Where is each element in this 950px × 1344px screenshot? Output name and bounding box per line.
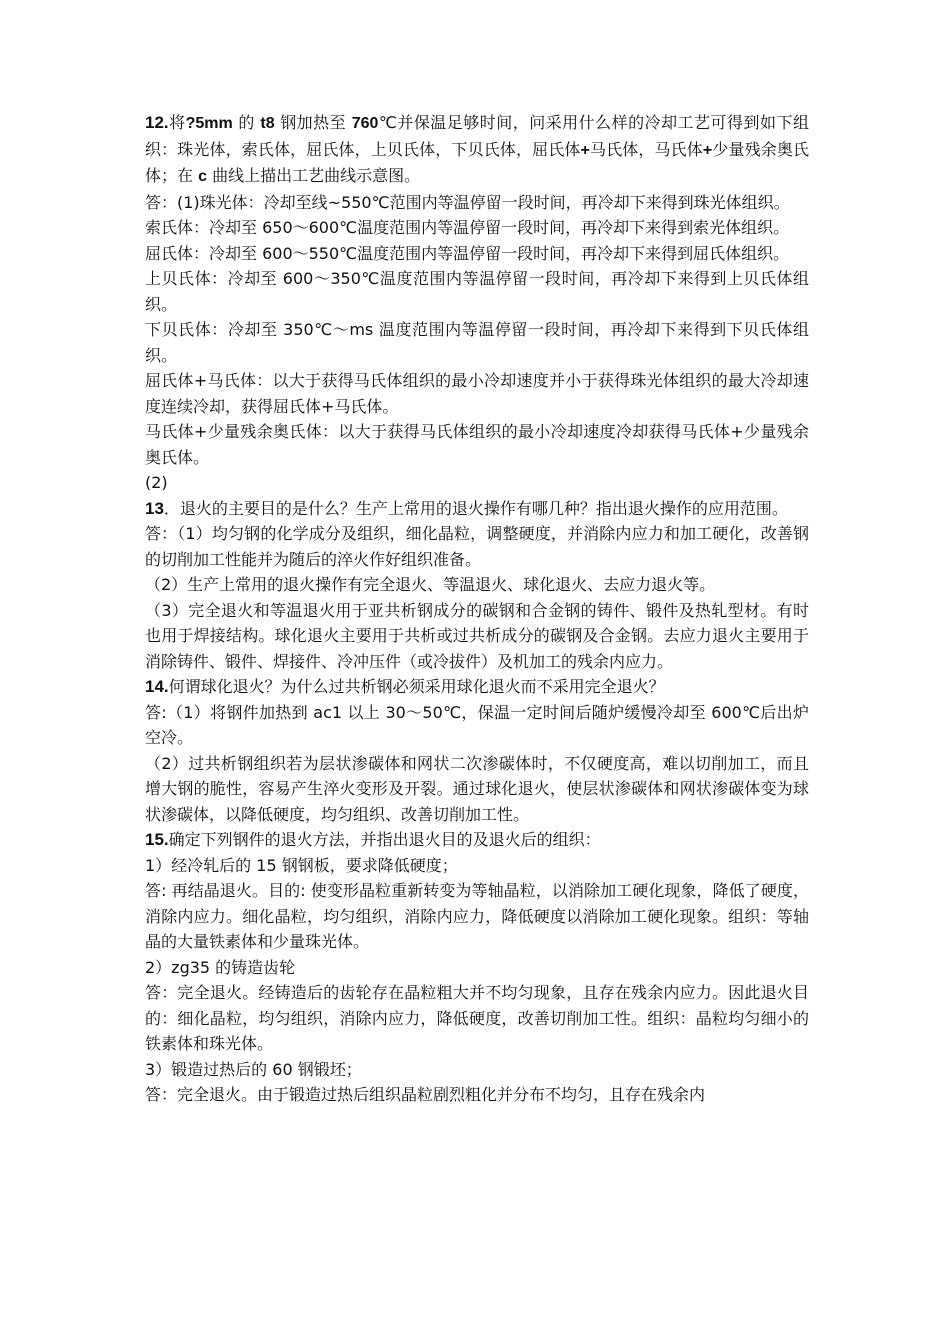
question-13 [145,496,809,522]
answer-paragraph: 上贝氏体：冷却至 600～350℃温度范围内等温停留一段时间，再冷却下来得到上贝氏体组织。 [145,269,809,314]
question-text-part: 将 [168,113,186,132]
answer-paragraph: 答：完全退火。由于锻造过热后组织晶粒剧烈粗化并分布不均匀，且存在残余内 [145,1085,706,1104]
question-text-part: 钢加热至 [280,113,347,132]
question-bold-part: t8 [260,115,275,132]
question-text-part: 的 [238,113,255,132]
answer-paragraph: 答：完全退火。经铸造后的齿轮存在晶粒粗大并不均匀现象，且存在残余内应力。因此退火目的：细化晶粒，均匀组织，消除内应力，降低硬度，改善切削加工性。组织：晶粒均匀细小的铁素体和珠光体。 [145,983,809,1053]
answer-paragraph: 答:（1）将钢件加热到 ac1 以上 30～50℃，保温一定时间后随炉缓慢冷却至 600℃后出炉空冷。 [145,702,809,747]
question-bold-part: c [198,168,208,185]
answer-paragraph: 答: 再结晶退火。目的: 使变形晶粒重新转变为等轴晶粒，以消除加工硬化现象，降低了硬度，消除内应力。细化晶粒，均匀组织，消除内应力，降低硬度以消除加工硬化现象。组织：等轴晶的大量铁素体和少量珠光体。 [145,881,809,951]
question-15 [145,827,809,853]
question-text-part: 马氏体，马氏体 [589,139,703,159]
document-page [145,110,809,1108]
answer-paragraph: 索氏体：冷却至 650～600℃温度范围内等温停留一段时间，再冷却下来得到索光体组织。 [145,218,790,237]
sub-item: 3）锻造过热后的 60 钢锻坯； [145,1059,362,1079]
question-bold-part: + [702,141,713,159]
question-text-part: ℃并保温足够时间，问采用什么样的冷却工艺可得到如下组织：珠光体，索氏体，屈氏体，上贝氏体，下贝氏体，屈氏体 [145,113,809,159]
answer-paragraph: （2）过共析钢组织若为层状渗碳体和网状二次渗碳体时，不仅硬度高，难以切削加工，而且增大钢的脆性，容易产生淬火变形及开裂。通过球化退火，使层状渗碳体和网状渗碳体变为球状渗碳体，以降低硬度，均匀组织、改善切削加工性。 [145,753,809,824]
question-bold-part: ?5mm [185,115,233,132]
question-text: ．退火的主要目的是什么？生产上常用的退火操作有哪几种？指出退火操作的应用范围。 [163,498,788,518]
question-number: 14. [145,677,169,696]
question-12 [145,110,809,190]
answer-paragraph: 屈氏体+马氏体：以大于获得马氏体组织的最小冷却速度并小于获得珠光体组织的最大冷却速度连续冷却，获得屈氏体+马氏体。 [145,371,809,416]
question-bold-part: + [580,141,590,159]
sub-item: 2）zg35 的铸造齿轮 [145,957,296,977]
answer-paragraph: 下贝氏体：冷却至 350℃～ms 温度范围内等温停留一段时间，再冷却下来得到下贝氏体组织。 [145,320,809,365]
answer-paragraph: 屈氏体：冷却至 600～550℃温度范围内等温停留一段时间，再冷却下来得到屈氏体组织。 [145,243,790,263]
answer-paragraph: （2）生产上常用的退火操作有完全退火、等温退火、球化退火、去应力退火等。 [145,575,716,594]
question-number: 13 [145,498,164,518]
question-number: 15. [145,830,169,849]
question-number: 12. [145,113,169,132]
question-text: 确定下列钢件的退火方法，并指出退火目的及退火后的组织： [168,830,601,849]
answer-paragraph: 马氏体+少量残余奥氏体：以大于获得马氏体组织的最小冷却速度冷却获得马氏体+少量残余奥氏体。 [145,422,809,467]
question-text-part: 曲线上描出工艺曲线示意图。 [212,166,421,185]
question-text: 何谓球化退火？为什么过共析钢必须采用球化退火而不采用完全退火？ [168,677,665,696]
sub-item: 1）经冷轧后的 15 钢钢板，要求降低硬度； [145,855,458,875]
answer-paragraph: 答：（1）均匀钢的化学成分及组织，细化晶粒，调整硬度，并消除内应力和加工硬化，改善钢的切削加工性能并为随后的淬火作好组织准备。 [145,524,809,569]
answer-paragraph: (2) [145,473,168,492]
question-text-part: 少量残余奥氏体；在 [145,139,809,185]
question-bold-part: 760 [351,115,379,132]
question-14 [145,674,809,700]
answer-paragraph: 答：(1)珠光体：冷却至线~550℃范围内等温停留一段时间，再冷却下来得到珠光体组织。 [145,192,790,212]
answer-paragraph: （3）完全退火和等温退火用于亚共析钢成分的碳钢和合金钢的铸件、锻件及热轧型材。有时也用于焊接结构。球化退火主要用于共析或过共析成分的碳钢及合金钢。去应力退火主要用于消除铸件、锻件、焊接件、冷冲压件（或冷拔件）及机加工的残余内应力。 [145,600,809,671]
